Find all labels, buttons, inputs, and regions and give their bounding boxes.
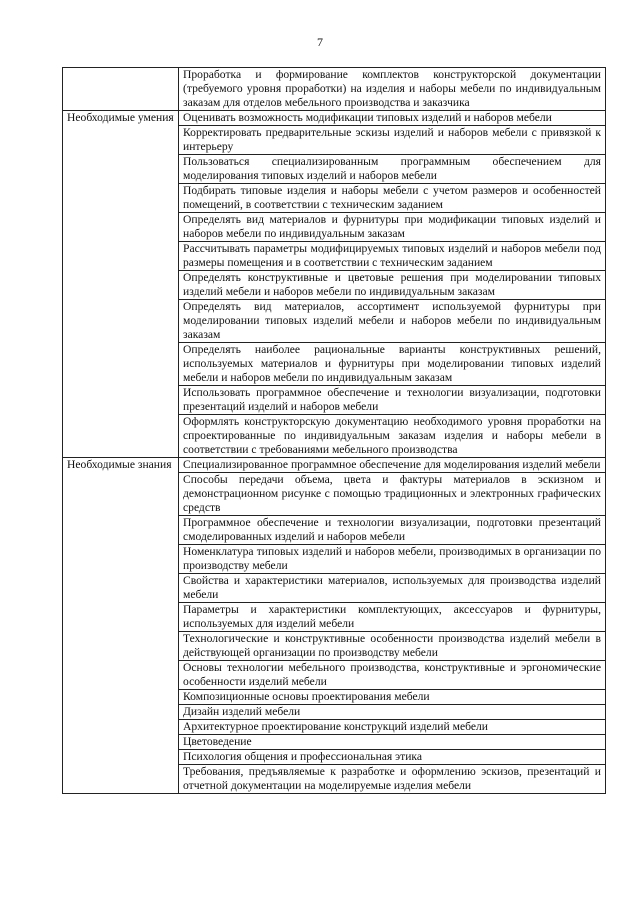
skill-item: Оценивать возможность модификации типовых изделий и наборов мебели [179, 111, 606, 126]
knowledge-item: Требования, предъявляемые к разработке и оформлению эскизов, презентаций и отчетной документации на моделируемые изделия мебели [179, 765, 606, 794]
knowledge-item: Композиционные основы проектирования мебели [179, 690, 606, 705]
table-row [63, 68, 606, 111]
knowledge-item: Программное обеспечение и технологии визуализации, подготовки презентаций смоделированных изделий и наборов мебели [179, 516, 606, 545]
skill-item: Оформлять конструкторскую документацию необходимого уровня проработки на спроектированные по индивидуальным заказам изделия и наборы мебели в соответствии с требованиями мебельного производства [179, 415, 606, 458]
knowledge-item: Цветоведение [179, 735, 606, 750]
skill-item: Определять вид материалов и фурнитуры при модификации типовых изделий и наборов мебели по индивидуальным заказам [179, 213, 606, 242]
skill-item: Использовать программное обеспечение и технологии визуализации, подготовки презентаций изделий и наборов мебели [179, 386, 606, 415]
knowledge-item: Архитектурное проектирование конструкций изделий мебели [179, 720, 606, 735]
knowledge-item: Дизайн изделий мебели [179, 705, 606, 720]
skill-item: Рассчитывать параметры модифицируемых типовых изделий и наборов мебели под размеры помещения и в соответствии с техническим заданием [179, 242, 606, 271]
skill-item: Определять вид материалов, ассортимент используемой фурнитуры при моделировании типовых изделий мебели и наборов мебели по индивидуальным заказам [179, 300, 606, 343]
skill-item: Определять конструктивные и цветовые решения при моделировании типовых изделий мебели и наборов мебели по индивидуальным заказам [179, 271, 606, 300]
table-row [63, 111, 606, 126]
row-label [63, 68, 179, 111]
skill-item: Подбирать типовые изделия и наборы мебели с учетом размеров и особенностей помещений, в соответствии с техническим заданием [179, 184, 606, 213]
page-number: 7 [317, 35, 323, 49]
skill-item: Пользоваться специализированным программным обеспечением для моделирования типовых изделий и наборов мебели [179, 155, 606, 184]
skills-label: Необходимые умения [63, 111, 179, 458]
table-row [63, 458, 606, 473]
row-text: Проработка и формирование комплектов конструкторской документации (требуемого уровня проработки) на изделия и наборы мебели по индивидуальным заказам для отделов мебельного производства и заказчика [179, 68, 606, 111]
knowledge-item: Основы технологии мебельного производства, конструктивные и эргономические особенности изделий мебели [179, 661, 606, 690]
knowledge-item: Свойства и характеристики материалов, используемых для производства изделий мебели [179, 574, 606, 603]
knowledge-label: Необходимые знания [63, 458, 179, 794]
competency-table-body [63, 68, 606, 794]
knowledge-item: Способы передачи объема, цвета и фактуры материалов в эскизном и демонстрационном рисунке с помощью традиционных и электронных графических средств [179, 473, 606, 516]
knowledge-item: Специализированное программное обеспечение для моделирования изделий мебели [179, 458, 606, 473]
knowledge-item: Параметры и характеристики комплектующих, аксессуаров и фурнитуры, используемых для изделий мебели [179, 603, 606, 632]
skill-item: Корректировать предварительные эскизы изделий и наборов мебели с привязкой к интерьеру [179, 126, 606, 155]
knowledge-item: Номенклатура типовых изделий и наборов мебели, производимых в организации по производству мебели [179, 545, 606, 574]
knowledge-item: Психология общения и профессиональная этика [179, 750, 606, 765]
knowledge-item: Технологические и конструктивные особенности производства изделий мебели в действующей организации по производству мебели [179, 632, 606, 661]
competency-table [62, 67, 606, 794]
skill-item: Определять наиболее рациональные варианты конструктивных решений, используемых материалов и фурнитуры при моделировании типовых изделий мебели и наборов мебели по индивидуальным заказам [179, 343, 606, 386]
